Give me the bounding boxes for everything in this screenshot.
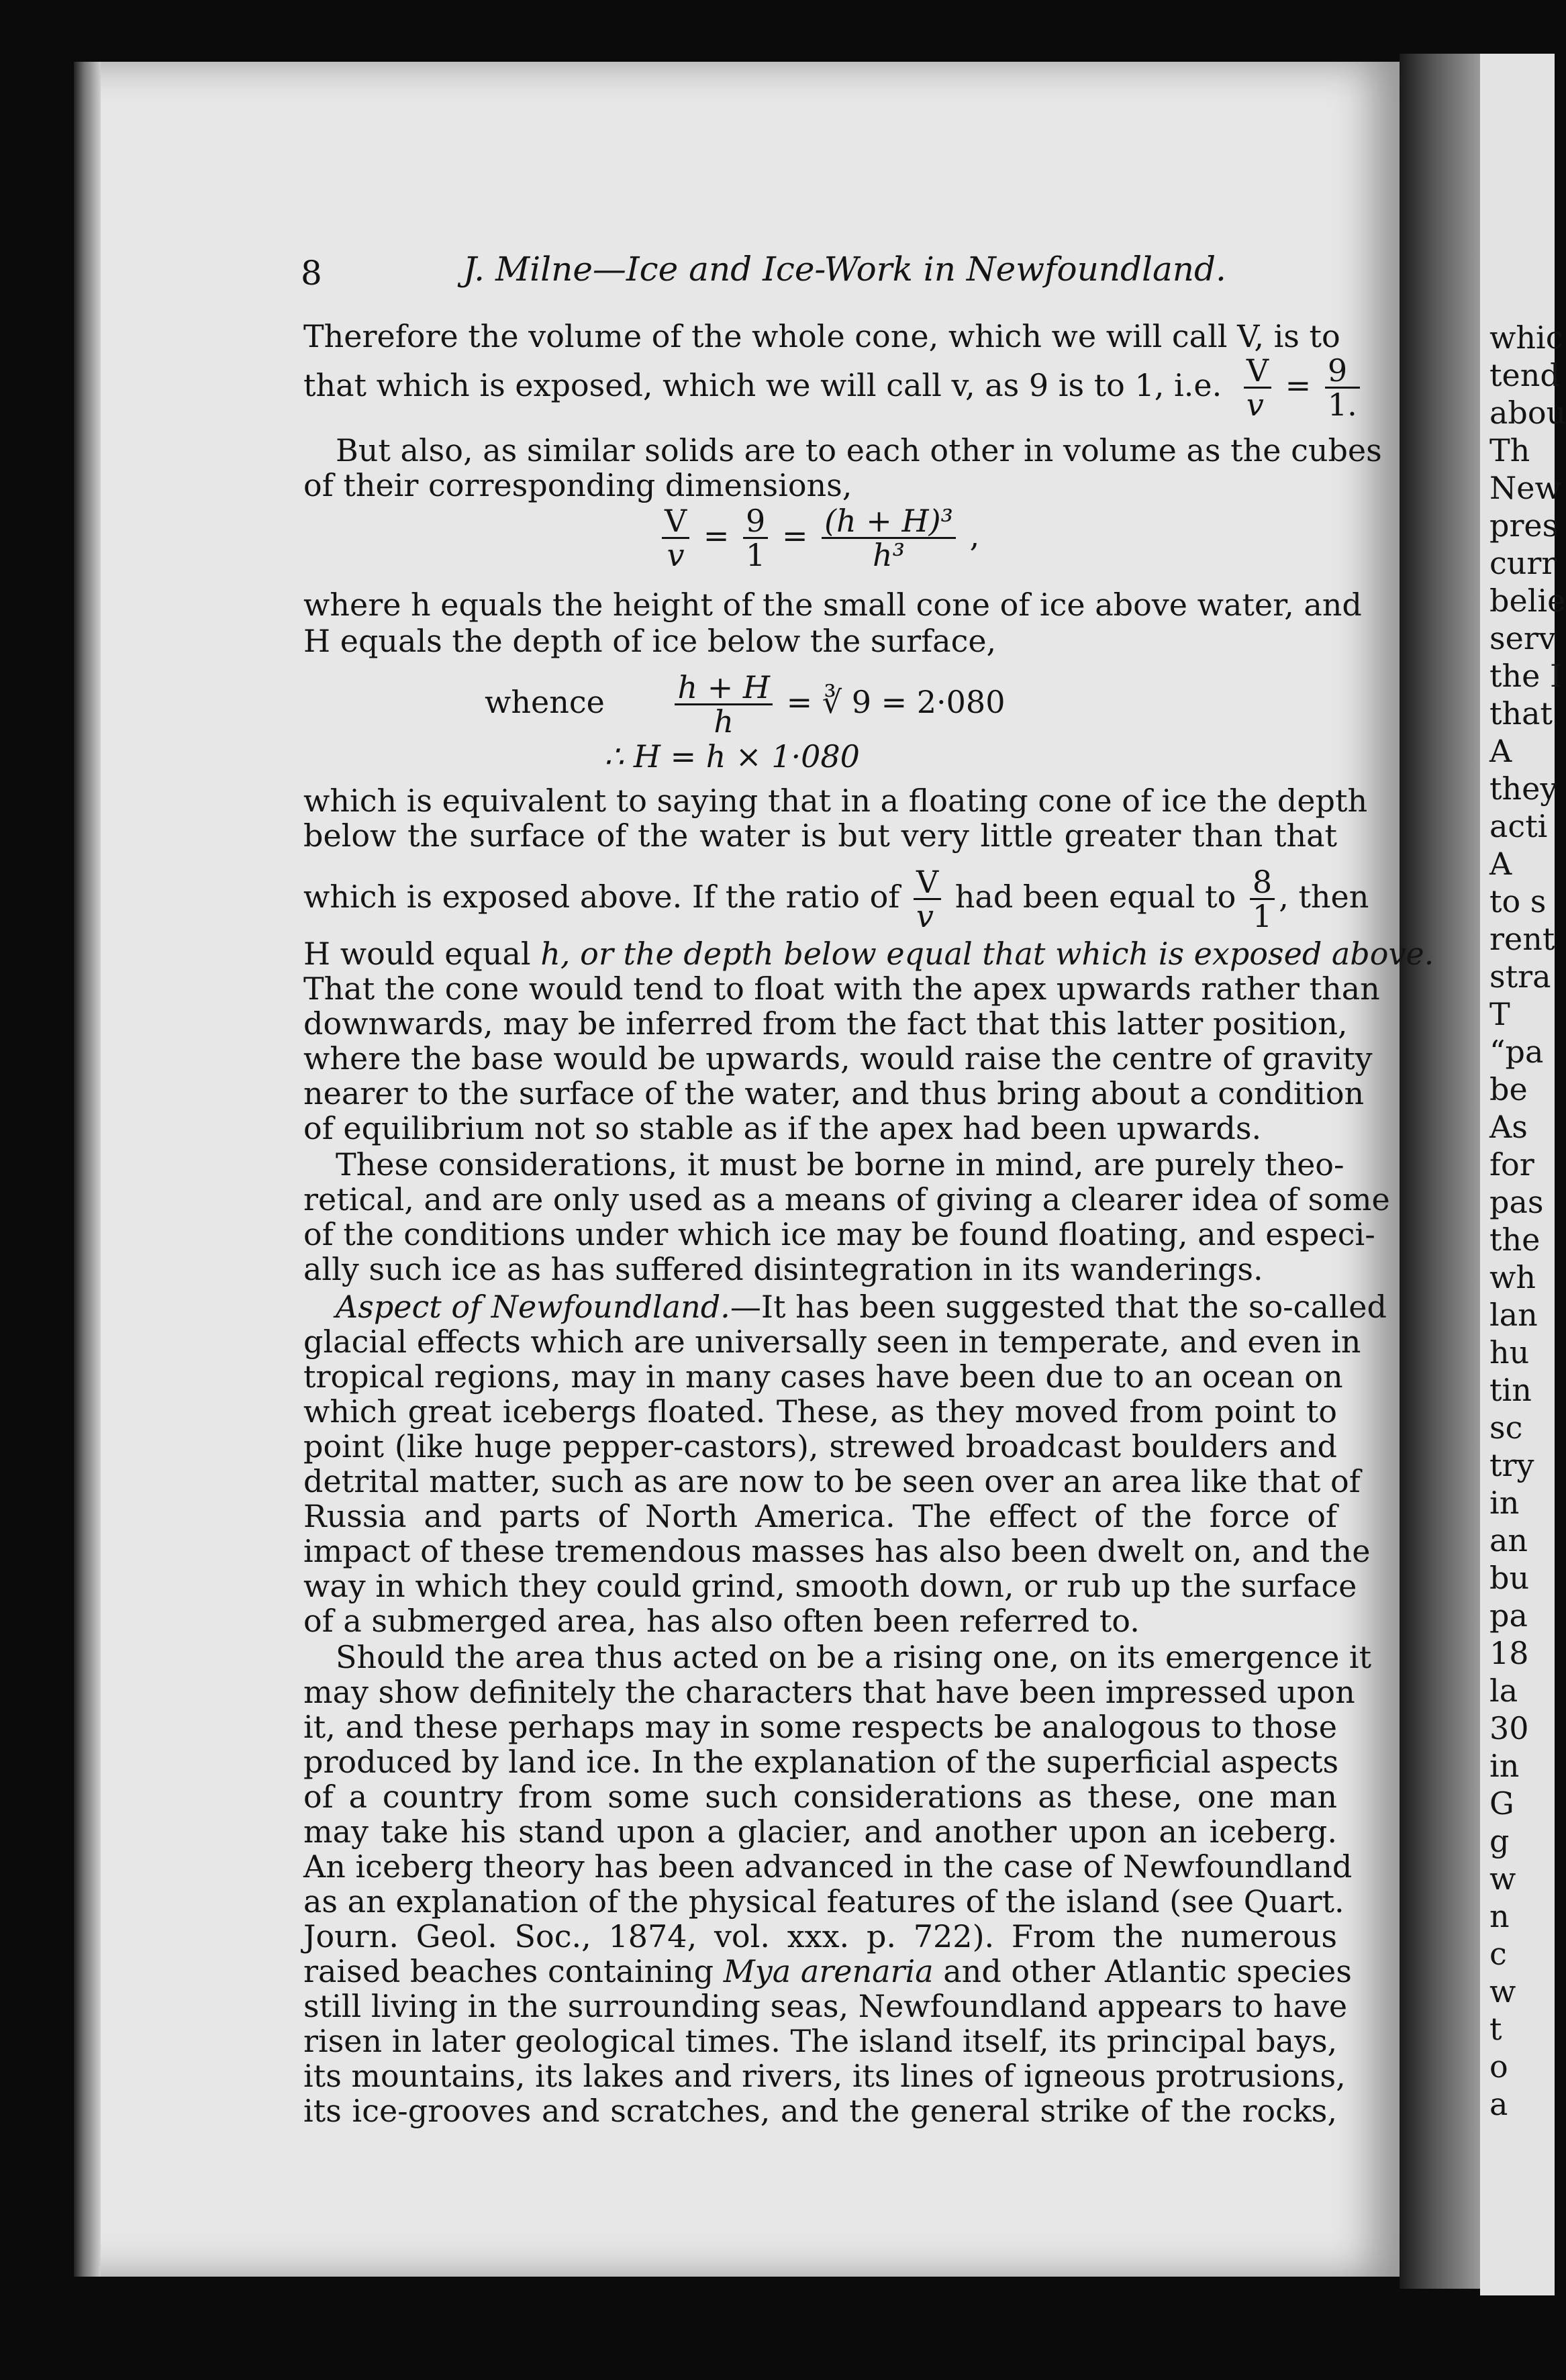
text-segment: had been equal to [955, 878, 1236, 915]
next-page-text-fragment: la [1489, 1673, 1518, 1709]
fraction-denominator: v [667, 537, 685, 574]
text-line: below the surface of the water is but very little greater than that [303, 817, 1337, 854]
text-line: way in which they could grind, smooth down, or rub up the surface [303, 1568, 1357, 1604]
next-page-text-fragment: the I [1489, 658, 1563, 694]
text-line: retical, and are only used as a means of giving a clearer idea of some [303, 1181, 1390, 1218]
next-page-text-fragment: o [1489, 2048, 1508, 2085]
text-line [303, 936, 1434, 972]
fraction-numerator: 9 [743, 505, 768, 539]
fraction [1244, 354, 1271, 422]
equals-sign: = [703, 517, 730, 554]
text-line: of a submerged area, has also often been referred to. [303, 1603, 1140, 1639]
equation-whence [485, 671, 1005, 738]
fraction-denominator: 1. [1327, 387, 1357, 424]
next-page-text-fragment: c [1489, 1936, 1507, 1972]
text-line: where the base would be upwards, would raise the centre of gravity [303, 1040, 1373, 1077]
next-page-text-fragment: w [1489, 1861, 1516, 1897]
next-page-text-fragment: the [1489, 1222, 1540, 1258]
book-gutter [1400, 54, 1480, 2289]
text-line: nearer to the surface of the water, and thus bring about a condition [303, 1075, 1365, 1111]
page-number: 8 [301, 254, 322, 293]
fraction-denominator: h [714, 703, 734, 740]
text-line: That the cone would tend to float with the apex upwards rather than [303, 971, 1380, 1007]
fraction-denominator: 1 [746, 537, 766, 574]
text-line: its mountains, its lakes and rivers, its lines of igneous protrusions, [303, 2058, 1346, 2094]
equation-ratio [658, 505, 979, 572]
text-line: glacial effects which are universally seen in temperate, and even in [303, 1324, 1361, 1360]
text-line: still living in the surrounding seas, Newfoundland appears to have [303, 1988, 1348, 2024]
next-page-text-fragment: pas [1489, 1184, 1544, 1220]
text-line: risen in later geological times. The island itself, its principal bays, [303, 2023, 1338, 2059]
fraction-denominator: 1 [1252, 898, 1273, 935]
text-line: of equilibrium not so stable as if the apex had been upwards. [303, 1110, 1262, 1146]
equals-sign: = [1285, 366, 1312, 403]
next-page-text-fragment: lan [1489, 1297, 1538, 1333]
next-page-text-fragment: T [1489, 996, 1510, 1032]
word-whence: whence [485, 683, 605, 720]
text-line: it, and these perhaps may in some respects be analogous to those [303, 1709, 1337, 1745]
text-line: Russia and parts of North America. The effect of the force of [303, 1498, 1337, 1534]
fraction-denominator: v [1246, 387, 1264, 424]
next-page-text-fragment: they [1489, 771, 1558, 807]
section-heading: Aspect of Newfoundland. [336, 1289, 730, 1325]
text-segment: raised beaches containing [303, 1953, 724, 1989]
equation-rhs: = ∛ 9 = 2·080 [786, 683, 1006, 720]
next-page-text-fragment: bu [1489, 1560, 1530, 1596]
next-page-text-fragment: for [1489, 1146, 1534, 1183]
next-page-text-fragment: stra [1489, 958, 1551, 995]
fraction-numerator: V [1244, 354, 1271, 389]
text-line [303, 866, 1369, 933]
next-page-text-fragment: a [1489, 2086, 1508, 2122]
text-line [336, 1289, 1387, 1325]
next-page-text-fragment: tin [1489, 1372, 1532, 1408]
next-page-text-fragment: rent [1489, 921, 1555, 957]
text-line: H equals the depth of ice below the surface, [303, 623, 997, 659]
next-page-text-fragment: serv [1489, 620, 1556, 656]
text-segment: , then [1279, 878, 1369, 915]
next-page-text-fragment: pa [1489, 1597, 1528, 1634]
punctuation: , [969, 517, 980, 554]
text-line: may show definitely the characters that have been impressed upon [303, 1674, 1355, 1710]
text-line [303, 354, 1364, 422]
next-page-edge [1480, 54, 1566, 2295]
text-line: of a country from some such considerations as these, one man [303, 1779, 1337, 1815]
next-page-text-fragment: A [1489, 733, 1512, 769]
text-line: produced by land ice. In the explanation of the superficial aspects [303, 1744, 1339, 1780]
fraction [675, 671, 773, 738]
next-page-text-fragment: in [1489, 1485, 1520, 1521]
fraction-numerator: 8 [1250, 866, 1275, 900]
next-page-text-fragment: pres [1489, 507, 1559, 544]
next-page-text-fragment: t [1489, 2011, 1502, 2047]
next-page-text-fragment: curr [1489, 545, 1557, 581]
next-page-text-fragment: whic [1489, 319, 1563, 356]
fraction [822, 505, 956, 572]
next-page-text-fragment: that [1489, 695, 1553, 732]
text-line: tropical regions, may in many cases have been due to an ocean on [303, 1358, 1343, 1395]
fraction-numerator: V [914, 866, 941, 900]
text-line: ally such ice as has suffered disintegration in its wanderings. [303, 1251, 1263, 1287]
next-page-text-fragment: an [1489, 1522, 1528, 1558]
text-line: which is equivalent to saying that in a floating cone of ice the depth [303, 783, 1368, 819]
text-line: Should the area thus acted on be a rising one, on its emergence it [336, 1639, 1372, 1675]
next-page-text-fragment: As [1489, 1109, 1528, 1145]
next-page-text-fragment: in [1489, 1748, 1520, 1784]
fraction-numerator: 9 [1325, 354, 1360, 389]
text-line: where h equals the height of the small cone of ice above water, and [303, 587, 1362, 623]
next-page-text-fragment: acti [1489, 808, 1548, 844]
next-page-text-fragment: tend [1489, 357, 1560, 393]
fraction [662, 505, 689, 572]
text-line: of their corresponding dimensions, [303, 467, 852, 503]
fraction-denominator: v [916, 898, 934, 935]
next-page-text-fragment: to s [1489, 883, 1547, 920]
next-page-text-fragment: New [1489, 470, 1561, 506]
italic-text: h, or the depth below equal that which is exposed above. [540, 936, 1434, 972]
text-segment: that which is exposed, which we will call v, as 9 is to 1, i.e. [303, 366, 1222, 403]
text-line: point (like huge pepper-castors), strewed broadcast boulders and [303, 1428, 1337, 1465]
species-name: Mya arenaria [723, 1953, 934, 1989]
next-page-text-fragment: 18 [1489, 1635, 1529, 1671]
text-segment: and other Atlantic species [933, 1953, 1352, 1989]
next-page-text-fragment: 30 [1489, 1710, 1529, 1746]
next-page-text-fragment: n [1489, 1898, 1510, 1934]
text-line: Journ. Geol. Soc., 1874, vol. xxx. p. 722). From the numerous [303, 1918, 1337, 1954]
next-page-text-fragment: G [1489, 1785, 1514, 1822]
text-line: Therefore the volume of the whole cone, which we will call V, is to [303, 318, 1340, 354]
text-line: impact of these tremendous masses has also been dwelt on, and the [303, 1533, 1371, 1569]
next-page-text-fragment: Th [1489, 432, 1530, 468]
text-line: But also, as similar solids are to each other in volume as the cubes [336, 432, 1382, 468]
fraction-numerator: V [662, 505, 689, 539]
text-line: An iceberg theory has been advanced in the case of Newfoundland [303, 1848, 1353, 1885]
fraction-numerator: (h + H)³ [822, 505, 956, 539]
next-page-text-fragment: hu [1489, 1334, 1530, 1371]
fraction [743, 505, 768, 572]
next-page-text-fragment: A [1489, 846, 1512, 882]
fraction [1325, 354, 1360, 422]
text-line: detrital matter, such as are now to be seen over an area like that of [303, 1463, 1361, 1499]
text-segment: H would equal [303, 936, 541, 972]
fraction [914, 866, 941, 933]
next-page-text-fragment: sc [1489, 1409, 1523, 1446]
text-line: These considerations, it must be borne in mind, are purely theo- [336, 1146, 1344, 1183]
next-page-text-fragment: “pa [1489, 1034, 1544, 1070]
fraction-numerator: h + H [675, 671, 773, 705]
text-segment: —It has been suggested that the so-called [730, 1289, 1387, 1325]
next-page-text-fragment: w [1489, 1973, 1516, 2010]
text-line: of the conditions under which ice may be found floating, and especi- [303, 1216, 1375, 1252]
text-line: which great icebergs floated. These, as they moved from point to [303, 1393, 1337, 1430]
next-page-text-fragment: be [1489, 1071, 1528, 1107]
text-line: as an explanation of the physical features of the island (see Quart. [303, 1883, 1344, 1920]
text-line: its ice-grooves and scratches, and the general strike of the rocks, [303, 2093, 1337, 2129]
fraction [1250, 866, 1275, 933]
next-page-text-fragment: g [1489, 1823, 1510, 1859]
text-line: may take his stand upon a glacier, and another upon an iceberg. [303, 1814, 1337, 1850]
next-page-text-fragment: wh [1489, 1259, 1536, 1295]
running-title: J. Milne—Ice and Ice-Work in Newfoundland. [463, 250, 1226, 289]
text-line [303, 1953, 1352, 1989]
equation-therefore: ∴ H = h × 1·080 [604, 738, 860, 775]
next-page-text-fragment: abou [1489, 395, 1566, 431]
text-line: downwards, may be inferred from the fact that this latter position, [303, 1005, 1348, 1042]
next-page-text-fragment: try [1489, 1447, 1534, 1483]
next-page-text-fragment: belie [1489, 583, 1566, 619]
text-segment: which is exposed above. If the ratio of [303, 878, 900, 915]
fraction-denominator: h³ [873, 537, 906, 574]
equals-sign: = [781, 517, 808, 554]
